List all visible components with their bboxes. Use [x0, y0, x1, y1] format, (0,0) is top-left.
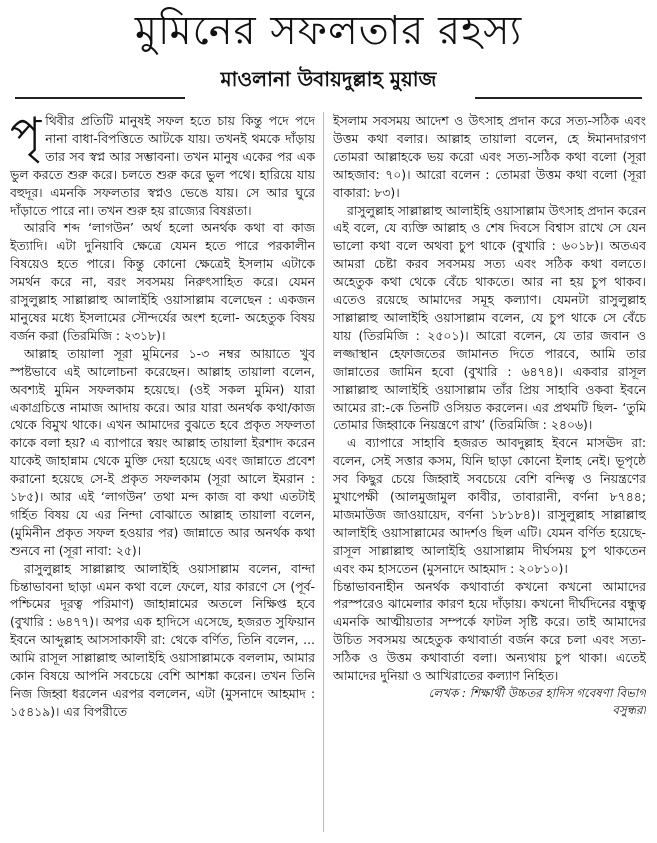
paragraph: এ ব্যাপারে সাহাবি হজরত আবদুল্লাহ ইবনে মাসঊদ রা: বলেন, সেই সত্তার কসম, যিনি ছাড়া কোনো ইলাহ নেই। ভূপৃষ্ঠে সব কিছুর চেয়ে জিহ্বাই সবচেয়ে বেশি বন্দিত্ব ও নিয়ন্ত্রণের মুখাপেক্ষী (আলমুজামুল কাবীর, তাবারানী, বর্ণনা ৮৭৪৪; মাজমাউজ জাওয়ায়েদ, বর্ণনা ১৮১৮৪)। রাসুলুল্লাহ সাল্লাল্লাহু আলাইহি ওয়াসাল্লামের আদর্শও ছিল এটি। যেমন বর্ণিত হয়েছে- রাসূল সাল্লাল্লাহু আলাইহি ওয়াসাল্লাম দীর্ঘসময় চুপ থাকতেন এবং কম হাসতেন (মুসনাদে আহমাদ : ২০৮১০)। — [333, 435, 646, 576]
article-author: মাওলানা উবায়দুল্লাহ মুয়াজ — [220, 67, 437, 91]
article-title: মুমিনের সফলতার রহস্য — [134, 8, 523, 54]
title-rule-right — [475, 97, 642, 99]
left-column — [10, 112, 315, 837]
drop-cap: পৃ — [10, 112, 42, 161]
paragraph: রাসুলুল্লাহ সাল্লাল্লাহু আলাইহি ওয়াসাল্লাম বলেন, বান্দা চিন্তাভাবনা ছাড়া এমন কথা বলে ফেলে, যার কারণে সে (পূর্ব-পশ্চিমের দূরত্ব পরিমাণ) জাহান্নামের অতলে নিক্ষিপ্ত হবে (বুখারি : ৬৪৭৭)। অপর এক হাদিসে এসেছে, হজরত সুফিয়ান ইবনে আব্দুল্লাহ আসসাকাফী রা: থেকে বর্ণিত, তিনি বলেন, ... আমি রাসূল সাল্লাল্লাহু আলাইহি ওয়াসাল্লামকে বললাম, আমার কোন বিষয়ে আপনি সবচেয়ে বেশি আশঙ্কা করেন। তখন তিনি নিজ জিহ্বা ধরলেন এরপর বললেন, এটা (মুসনাদে আহমাদ : ১৫৪১৯)। এর বিপরীতে — [10, 560, 315, 719]
paragraph-text: থিবীর প্রতিটি মানুষই সফল হতে চায় কিন্তু পদে পদে নানা বাধা-বিপত্তিতে আটকে যায়। তখনই থমকে দাঁড়ায় তার সব স্বপ্ন আর সম্ভাবনা। তখন মানুষ একের পর এক ভুল করতে শুরু করে। চলতে শুরু করে ভুল পথে। হারিয়ে যায় বহুদূর। এমনকি সফলতার স্বপ্নও ভেঙে যায়। সে আর ঘুরে দাঁড়াতে পারে না। তখন শুরু হয় রাজ্যের বিষণ্ণতা। — [10, 113, 315, 218]
paragraph: আরবি শব্দ ‘লাগউন’ অর্থ হলো অনর্থক কথা বা কাজ ইত্যাদি। এটা দুনিয়াবি ক্ষেত্রে যেমন হতে পারে পরকালীন বিষয়েও হতে পারে। কিন্তু কোনো ক্ষেত্রেই ইসলাম এটাকে সমর্থন করে না, বরং সবসময় নিরুৎসাহিত করে। যেমন রাসুলুল্লাহ সাল্লাল্লাহু আলাইহি ওয়াসাল্লাম বলেছেন : একজন মানুষের মধ্যে ইসলামের সৌন্দর্যের অংশ হলো- অহেতুক বিষয় বর্জন করা (তিরমিজি : ২৩১৮)। — [10, 220, 315, 343]
author-signature-line1: লেখক : শিক্ষার্থী উচ্চতর হাদিস গবেষণা বিভাগ — [428, 686, 646, 700]
paragraph: আল্লাহ তায়ালা সূরা মুমিনের ১-৩ নম্বর আয়াতে খুব স্পষ্টভাবে এই আলোচনা করেছেন। আল্লাহ তায়ালা বলেন, অবশ্যই মুমিন সফলকাম হয়েছে। (ওই সকল মুমিন) যারা একাগ্রচিত্তে নামাজ আদায় করে। আর যারা অনর্থক কথা/কাজ থেকে বিমুখ থাকে। এখন আমাদের বুঝতে হবে প্রকৃত সফলতা কাকে বলা হয়? এ ব্যাপারে স্বয়ং আল্লাহ তায়ালা ইরশাদ করেন যাকেই জাহান্নাম থেকে মুক্তি দেয়া হয়েছে এবং জান্নাতে প্রবেশ করানো হয়েছে সে-ই প্রকৃত সফলকাম (সূরা আলে ইমরান : ১৮৫)। আর এই ‘লাগউন’ তথা মন্দ কাজ বা কথা এতটাই গর্হিত বিষয় যে এর নিন্দা বোঝাতে আল্লাহ তায়ালা বলেন, (মুমিনীন প্রকৃত সফল হওয়ার পর) জান্নাতে আর অনর্থক কথা শুনবে না (সূরা নাবা: ২৫)। — [10, 345, 315, 558]
column-divider — [323, 112, 324, 832]
author-signature-line2: বসুন্ধরা — [612, 703, 646, 717]
right-column — [333, 112, 646, 837]
paragraph: চিন্তাভাবনাহীন অনর্থক কথাবার্তা কখনো কখনো আমাদের পরস্পরেও ঝামেলার কারণ হয়ে দাঁড়ায়। কখনো দীর্ঘদিনের বন্ধুত্ব এমনকি আত্মীয়তার সম্পর্কে ফাটল সৃষ্টি করে। তাই আমাদের উচিত সবসময় অহেতুক কথাবার্তা বর্জন করে চলা এবং সত্য- সঠিক ও উত্তম কথাবার্তা বলা। অন্যথায় চুপ থাকা। এতেই আমাদের দুনিয়া ও আখিরাতের কল্যাণ নিহিত। — [333, 578, 646, 684]
paragraph — [10, 112, 315, 219]
paragraph: ইসলাম সবসময় আদেশ ও উৎসাহ প্রদান করে সত্য-সঠিক এবং উত্তম কথা বলার। আল্লাহ তায়ালা বলেন, হে ঈমানদারগণ তোমরা আল্লাহকে ভয় করো এবং সত্য-সঠিক কথা বলো (সূরা আহজাব: ৭০)। আরো বলেন : তোমরা উত্তম কথা বলো (সূরা বাকারা: ৮৩)। — [333, 113, 646, 200]
title-rule-left — [15, 97, 185, 99]
paragraph: রাসুলুল্লাহ সাল্লাল্লাহু আলাইহি ওয়াসাল্লাম উৎসাহ প্রদান করেন এই বলে, যে ব্যক্তি আল্লাহ ও শেষ দিবসে বিশ্বাস রাখে সে যেন ভালো কথা বলে অথবা চুপ থাকে (বুখারি : ৬০১৮)। অতএব আমরা চেষ্টা করব সবসময় সত্য এবং সঠিক কথা বলতে। অহেতুক কথা থেকে বেঁচে থাকতে। আর না হয় চুপ থাকব। এতেও রয়েছে আমাদের সমূহ কল্যাণ। যেমনটা রাসুলুল্লাহ সাল্লাল্লাহু আলাইহি ওয়াসাল্লাম বলেন, যে চুপ থাকে সে বেঁচে যায় (তিরমিজি : ২৫০১)। আরো বলেন, যে তার জবান ও লজ্জাস্থান হেফাজতের জামানত দিতে পারবে, আমি তার জান্নাতের জামিন হবো (বুখারি : ৬৪৭৪)। একবার রাসূল সাল্লাল্লাহু আলাইহি ওয়াসাল্লাম তাঁর প্রিয় সাহাবি ওকবা ইবনে আমের রা:-কে তিনটি ওসিয়ত করলেন। এর প্রথমটি ছিল- ‘তুমি তোমার জিহ্বাকে নিয়ন্ত্রণে রাখ’ (তিরমিজি : ২৪০৬)। — [333, 202, 646, 433]
